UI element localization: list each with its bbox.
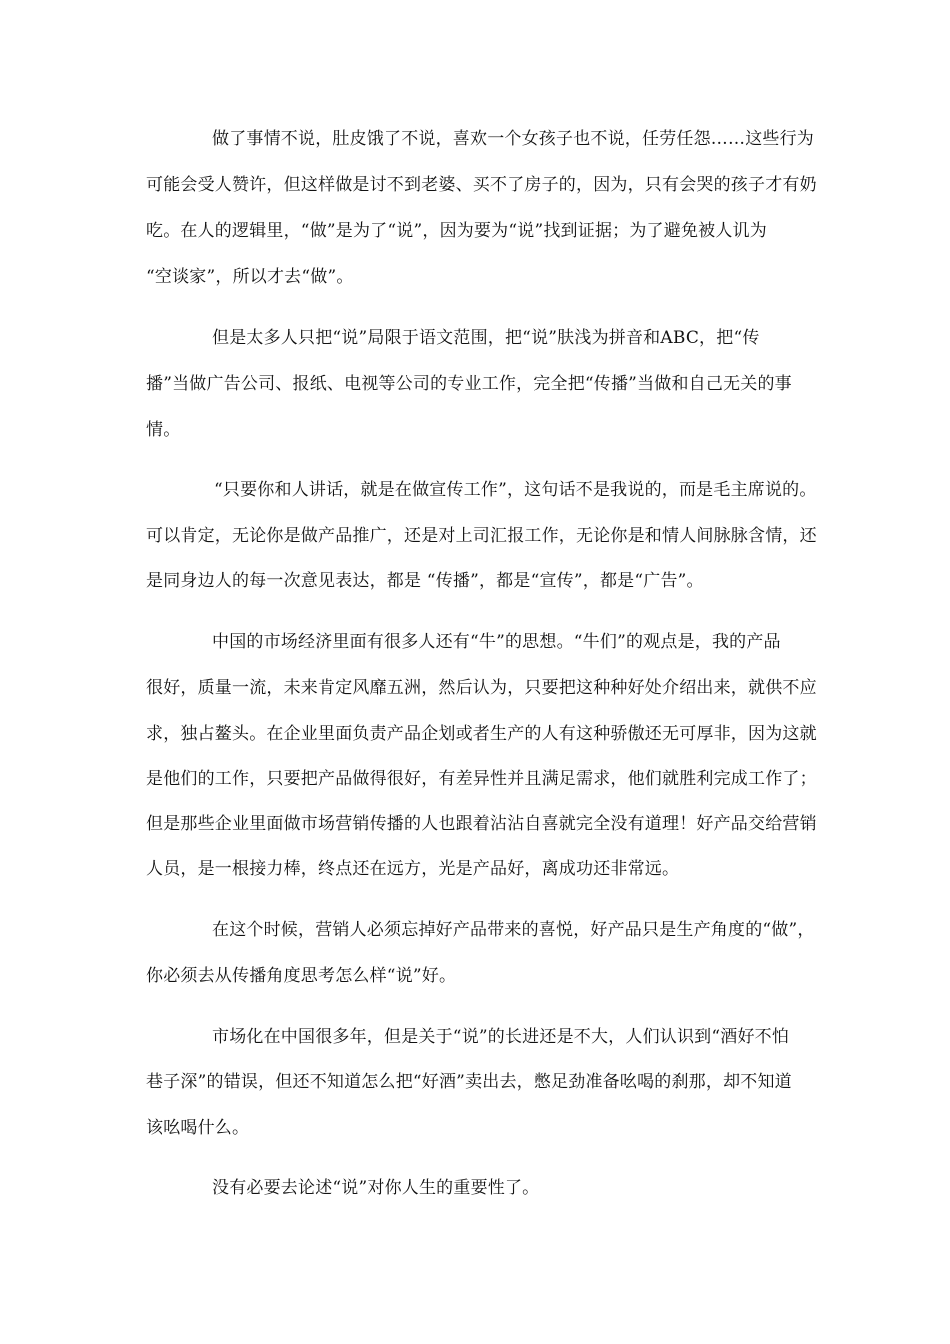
paragraph-4-line-3: 求，独占鳌头。在企业里面负责产品企划或者生产的人有这种骄傲还无可厚非，因为这就 — [146, 724, 817, 744]
paragraph-5-line-2: 你必须去从传播角度思考怎么样“说”好。 — [146, 966, 457, 986]
paragraph-2-line-2: 播”当做广告公司、报纸、电视等公司的专业工作，完全把“传播”当做和自己无关的事 — [146, 374, 792, 394]
paragraph-3-line-3: 是同身边人的每一次意见表达，都是 “传播”，都是“宣传”，都是“广告”。 — [146, 571, 704, 591]
paragraph-3-line-2: 可以肯定，无论你是做产品推广，还是对上司汇报工作，无论你是和情人间脉脉含情，还 — [146, 526, 817, 546]
paragraph-1-line-4: “空谈家”，所以才去“做”。 — [146, 267, 354, 287]
paragraph-3-line-1: “只要你和人讲话，就是在做宣传工作”，这句话不是我说的，而是毛主席说的。 — [214, 480, 817, 500]
paragraph-6-line-3: 该吆喝什么。 — [146, 1118, 250, 1138]
paragraph-4-line-4: 是他们的工作，只要把产品做得很好，有差异性并且满足需求，他们就胜利完成工作了； — [146, 769, 817, 789]
paragraph-5-line-1: 在这个时候，营销人必须忘掉好产品带来的喜悦，好产品只是生产角度的“做”， — [212, 920, 815, 940]
paragraph-1-line-2: 可能会受人赞许，但这样做是讨不到老婆、买不了房子的，因为，只有会哭的孩子才有奶 — [146, 175, 817, 195]
paragraph-2-line-3: 情。 — [146, 420, 181, 440]
paragraph-1-line-3: 吃。在人的逻辑里，“做”是为了“说”，因为要为“说”找到证据；为了避免被人讥为 — [146, 221, 767, 241]
paragraph-4-line-5: 但是那些企业里面做市场营销传播的人也跟着沾沾自喜就完全没有道理！好产品交给营销 — [146, 814, 817, 834]
paragraph-6-line-2: 巷子深”的错误，但还不知道怎么把“好酒”卖出去，憋足劲准备吆喝的刹那，却不知道 — [146, 1072, 792, 1092]
paragraph-7-line-1: 没有必要去论述“说”对你人生的重要性了。 — [212, 1178, 540, 1198]
paragraph-4-line-6: 人员，是一根接力棒，终点还在远方，光是产品好，离成功还非常远。 — [146, 859, 680, 879]
paragraph-2-line-1: 但是太多人只把“说”局限于语文范围，把“说”肤浅为拼音和ABC，把“传 — [212, 328, 760, 348]
paragraph-4-line-2: 很好，质量一流，未来肯定风靡五洲，然后认为，只要把这种种好处介绍出来，就供不应 — [146, 678, 817, 698]
paragraph-1-line-1: 做了事情不说，肚皮饿了不说，喜欢一个女孩子也不说，任劳任怨……这些行为 — [212, 129, 814, 149]
paragraph-6-line-1: 市场化在中国很多年，但是关于“说”的长进还是不大，人们认识到“酒好不怕 — [212, 1027, 790, 1047]
paragraph-4-line-1: 中国的市场经济里面有很多人还有“牛”的思想。“牛们”的观点是，我的产品 — [212, 632, 781, 652]
